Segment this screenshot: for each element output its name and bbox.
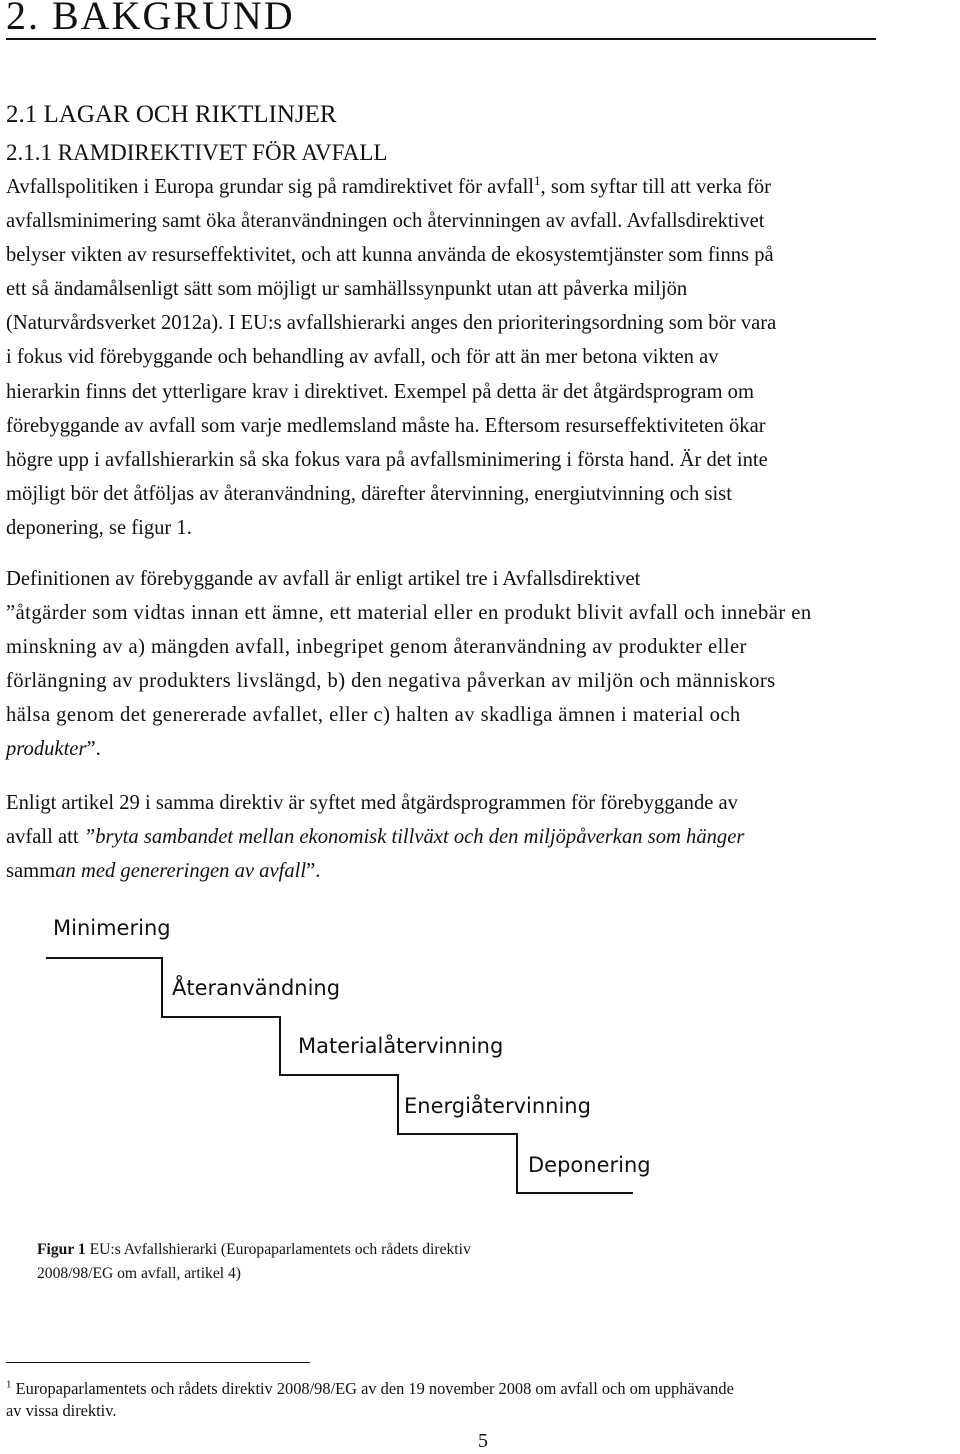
text-run: samm [6,860,56,883]
paragraph-line [6,854,956,888]
paragraph-line: förebyggande av avfall som varje medlemsland måste ha. Eftersom resurseffektiviteten ökar [6,414,766,437]
text-run: ”. [86,738,101,761]
paragraph-line: belyser vikten av resurseffektivitet, och att kunna använda de ekosystemtjänster som finns på [6,244,774,267]
step-line [397,1133,518,1135]
quote-line: förlängning av produkters livslängd, b) den negativa påverkan av miljön och människors [6,670,776,693]
paragraph-line [6,820,956,854]
text-run: an med genereringen av avfall [55,860,307,883]
paragraph-line: deponering, se figur 1. [6,516,192,539]
step-riser [161,957,163,1018]
step-line [516,1192,633,1194]
paragraph-waste-policy [6,170,956,545]
text-run: Avfallspolitiken i Europa grundar sig på ramdirektivet för avfall [6,176,535,198]
step-minimering: Minimering [53,916,171,940]
caption-label: Figur 1 [37,1241,86,1258]
paragraph-article-29 [6,786,956,888]
step-riser [516,1133,518,1193]
quote-line [6,732,956,766]
footnote-line [6,1378,734,1400]
figure-caption [37,1238,471,1286]
quote-line: ”åtgärder som vidtas innan ett ämne, ett material eller en produkt blivit avfall och innebär en [6,602,812,625]
chapter-heading: 2. BAKGRUND [6,0,295,38]
footnote-reference: 1 [534,173,541,189]
text-run: ”. [306,860,321,883]
text-run: ”bryta sambandet mellan ekonomisk tillväxt och den miljöpåverkan som hänger [83,826,745,849]
step-energiatervinning: Energiåtervinning [404,1094,591,1118]
paragraph-line: ett så ändamålsenligt sätt som möjligt ur samhällssynpunkt utan att påverka miljön [6,278,688,301]
paragraph-line: avfallsminimering samt öka återanvändningen och återvinningen av avfall. Avfallsdirektivet [6,210,765,233]
paragraph-line: Enligt artikel 29 i samma direktiv är syftet med åtgärdsprogrammen för förebyggande av [6,792,738,814]
section-heading: 2.1 LAGAR OCH RIKTLINJER [6,101,337,128]
step-ateranvandning: Återanvändning [172,976,341,1000]
page-number: 5 [478,1430,488,1452]
step-materialatervinning: Materialåtervinning [298,1034,504,1058]
heading-underline [6,38,876,40]
quote-line: minskning av a) mängden avfall, inbegripet genom återanvändning av produkter eller [6,636,747,659]
caption-line: 2008/98/EG om avfall, artikel 4) [37,1265,241,1282]
step-riser [279,1016,281,1076]
step-deponering: Deponering [528,1153,651,1177]
paragraph-line: högre upp i avfallshierarkin så ska fokus vara på avfallsminimering i första hand. Är det inte [6,448,768,471]
text-run: EU:s Avfallshierarki (Europaparlamentets och rådets direktiv [85,1241,471,1258]
paragraph-line: (Naturvårdsverket 2012a). I EU:s avfallshierarki anges den prioriteringsordning som bör vara [6,312,777,335]
paragraph-definition [6,562,956,767]
quote-line: hälsa genom det genererade avfallet, eller c) halten av skadliga ämnen i material och [6,704,741,727]
text-run: produkter [6,738,87,761]
text-run: avfall att [6,826,84,849]
subsection-heading: 2.1.1 RAMDIREKTIVET FÖR AVFALL [6,140,388,165]
caption-line [37,1238,471,1262]
step-line [279,1074,399,1076]
step-riser [397,1074,399,1134]
paragraph-line: Definitionen av förebyggande av avfall är enligt artikel tre i Avfallsdirektivet [6,568,641,590]
footnote-number: 1 [6,1378,12,1391]
footnote-separator [6,1362,310,1363]
paragraph-line [6,170,956,204]
footnote-line: av vissa direktiv. [6,1401,117,1420]
step-line [161,1016,281,1018]
paragraph-line: hierarkin finns det ytterligare krav i direktivet. Exempel på detta är det åtgärdsprogram om [6,380,754,403]
paragraph-line: i fokus vid förebyggande och behandling av avfall, och för att än mer betona vikten av [6,346,719,369]
paragraph-line: möjligt bör det åtföljas av återanvändning, därefter återvinning, energiutvinning och sist [6,482,732,505]
footnote [6,1378,734,1422]
text-run: , som syftar till att verka för [540,176,772,198]
step-line [46,957,163,959]
text-run: Europaparlamentets och rådets direktiv 2008/98/EG av den 19 november 2008 om avfall och om upphävande [11,1379,734,1398]
